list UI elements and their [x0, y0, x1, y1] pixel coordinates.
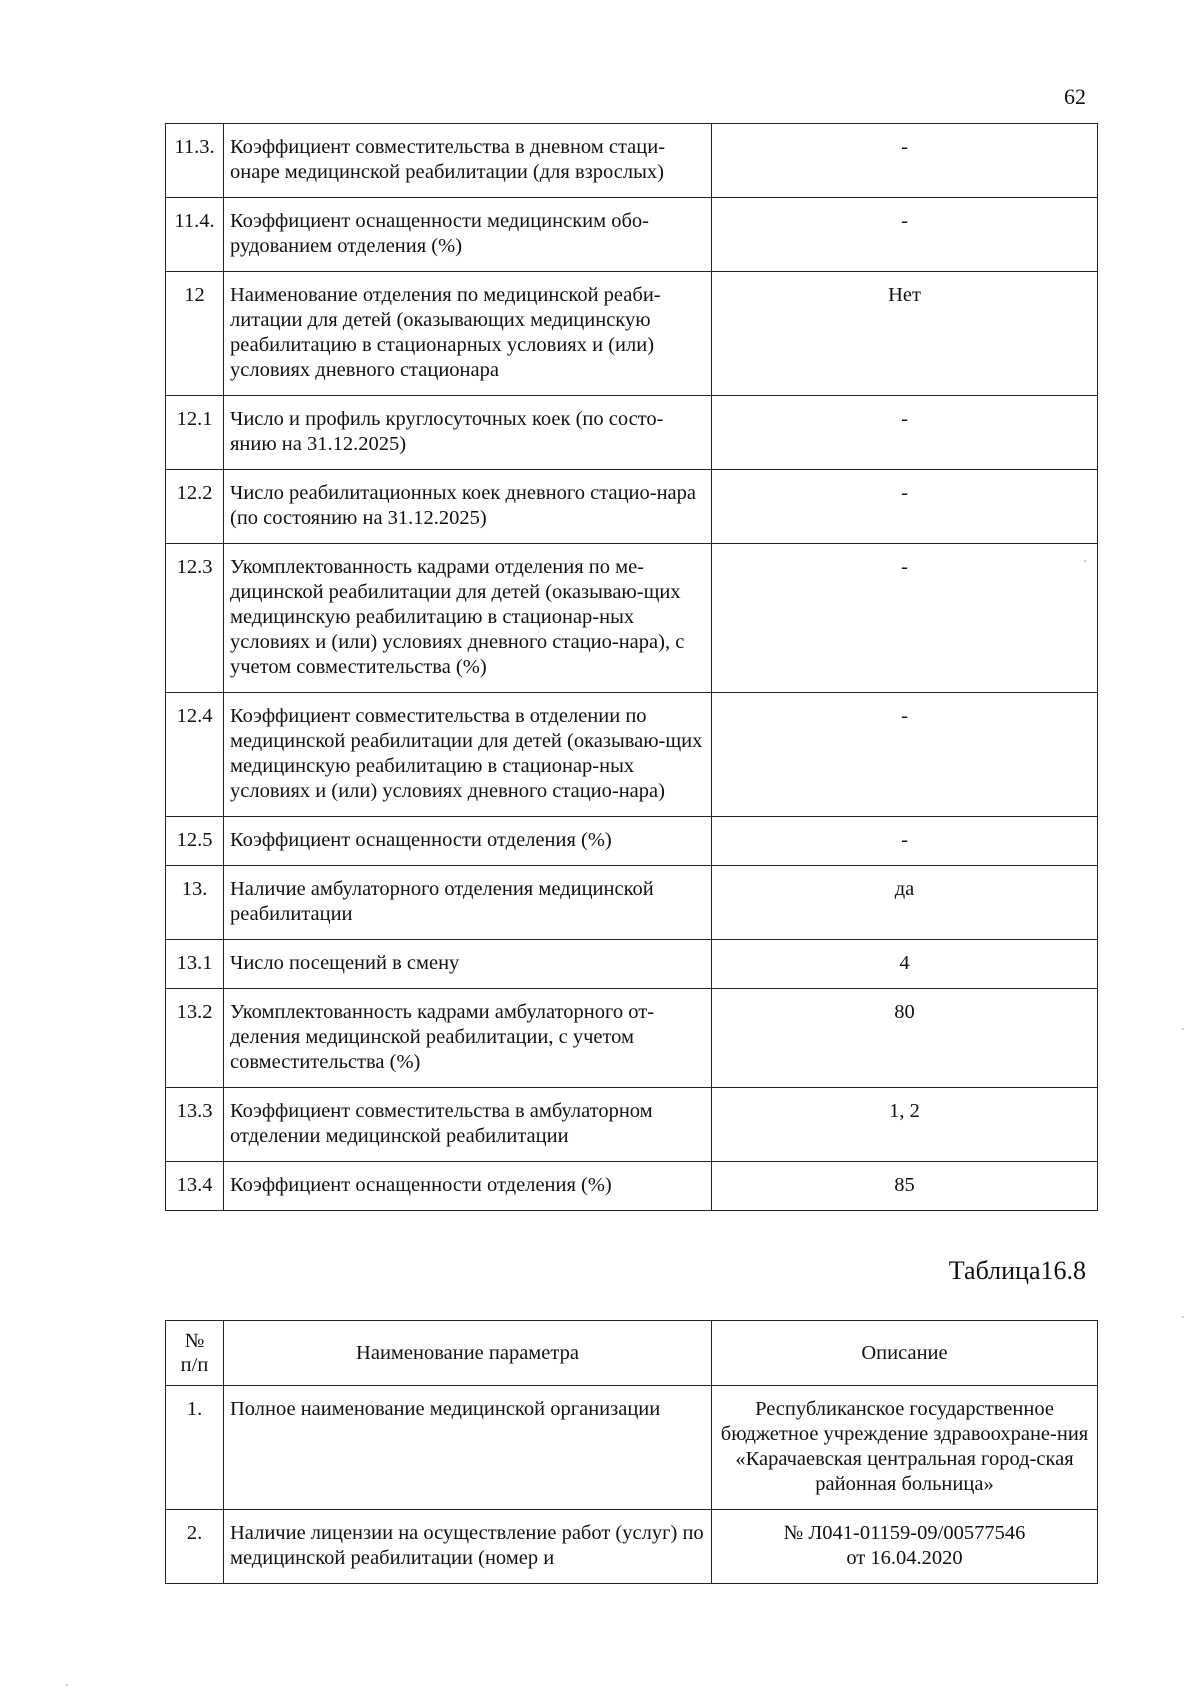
parameter-name: Коэффициент оснащенности отделения (%): [224, 817, 712, 866]
table-16-8: [165, 1320, 1098, 1584]
parameter-name: Укомплектованность кадрами амбулаторного от-деления медицинской реабилитации, с учетом совместительства (%): [224, 989, 712, 1088]
scan-speck: [1182, 1028, 1184, 1030]
parameter-value: -: [712, 198, 1098, 272]
parameter-name: Коэффициент оснащенности медицинским обо-рудованием отделения (%): [224, 198, 712, 272]
parameter-value: -: [712, 817, 1098, 866]
table-row: [166, 470, 1098, 544]
header-number-sign: №: [184, 1330, 205, 1352]
parameter-name: Коэффициент оснащенности отделения (%): [224, 1162, 712, 1211]
parameter-name: Наличие амбулаторного отделения медицинской реабилитации: [224, 866, 712, 940]
table-header-row: [166, 1321, 1098, 1386]
table-row: [166, 1162, 1098, 1211]
table-caption: Таблица16.8: [948, 1256, 1086, 1285]
parameters-table-continuation: [165, 123, 1098, 1211]
parameter-name: Коэффициент совместительства в дневном стаци-онаре медицинской реабилитации (для взрослых): [224, 124, 712, 198]
parameter-value: да: [712, 866, 1098, 940]
row-number: 11.4.: [166, 198, 224, 272]
parameter-value: -: [712, 470, 1098, 544]
row-number: 12.4: [166, 693, 224, 817]
table-row: [166, 693, 1098, 817]
parameter-name: Коэффициент совместительства в отделении по медицинской реабилитации для детей (оказываю-щих медицинскую реабилитацию в стационар-ных условиях и (или) условиях дневного стацио-нара): [224, 693, 712, 817]
parameter-value: Республиканское государственное бюджетное учреждение здравоохране-ния «Карачаевская центральная город-ская районная больница»: [712, 1386, 1098, 1510]
parameter-value: 1, 2: [712, 1088, 1098, 1162]
scan-speck: [1182, 1316, 1184, 1318]
license-date: от 16.04.2020: [846, 1547, 963, 1569]
row-number: 2.: [166, 1510, 224, 1584]
row-number: 12.1: [166, 396, 224, 470]
table-row: [166, 198, 1098, 272]
row-number: 13.4: [166, 1162, 224, 1211]
scan-speck: [1084, 560, 1086, 562]
header-number-pp: п/п: [180, 1354, 209, 1376]
table-row: [166, 989, 1098, 1088]
table-row: [166, 272, 1098, 396]
table-row: [166, 1088, 1098, 1162]
parameter-value: -: [712, 124, 1098, 198]
parameter-value: -: [712, 693, 1098, 817]
table-row: [166, 124, 1098, 198]
page-number: 62: [1064, 84, 1086, 109]
parameter-value: -: [712, 544, 1098, 693]
table-row: [166, 817, 1098, 866]
parameter-value: 4: [712, 940, 1098, 989]
parameter-value: Нет: [712, 272, 1098, 396]
header-number: [166, 1321, 224, 1386]
table-row: [166, 1386, 1098, 1510]
table-row: [166, 866, 1098, 940]
table-row: [166, 544, 1098, 693]
row-number: 13.: [166, 866, 224, 940]
table-row: [166, 940, 1098, 989]
parameter-value: [712, 1510, 1098, 1584]
parameter-name: Число реабилитационных коек дневного стацио-нара (по состоянию на 31.12.2025): [224, 470, 712, 544]
scan-speck: [66, 1684, 68, 1686]
parameter-value: 80: [712, 989, 1098, 1088]
row-number: 12: [166, 272, 224, 396]
row-number: 13.3: [166, 1088, 224, 1162]
row-number: 12.3: [166, 544, 224, 693]
table-row: [166, 1510, 1098, 1584]
parameter-name: Полное наименование медицинской организации: [224, 1386, 712, 1510]
parameter-value: -: [712, 396, 1098, 470]
table-row: [166, 396, 1098, 470]
parameter-value: 85: [712, 1162, 1098, 1211]
row-number: 13.1: [166, 940, 224, 989]
parameter-name: Наличие лицензии на осуществление работ (услуг) по медицинской реабилитации (номер и: [224, 1510, 712, 1584]
header-parameter-name: Наименование параметра: [224, 1321, 712, 1386]
license-number: № Л041-01159-09/00577546: [783, 1522, 1026, 1544]
parameter-name: Наименование отделения по медицинской реаби-литации для детей (оказывающих медицинскую реабилитацию в стационарных условиях и (или) условиях дневного стационара: [224, 272, 712, 396]
header-description: Описание: [712, 1321, 1098, 1386]
parameter-name: Коэффициент совместительства в амбулаторном отделении медицинской реабилитации: [224, 1088, 712, 1162]
row-number: 11.3.: [166, 124, 224, 198]
parameter-name: Укомплектованность кадрами отделения по ме-дицинской реабилитации для детей (оказываю-щих медицинскую реабилитацию в стационар-ных условиях и (или) условиях дневного стацио-нара), с учетом совместительства (%): [224, 544, 712, 693]
row-number: 13.2: [166, 989, 224, 1088]
row-number: 12.5: [166, 817, 224, 866]
parameter-name: Число и профиль круглосуточных коек (по состо-янию на 31.12.2025): [224, 396, 712, 470]
row-number: 12.2: [166, 470, 224, 544]
parameter-name: Число посещений в смену: [224, 940, 712, 989]
row-number: 1.: [166, 1386, 224, 1510]
